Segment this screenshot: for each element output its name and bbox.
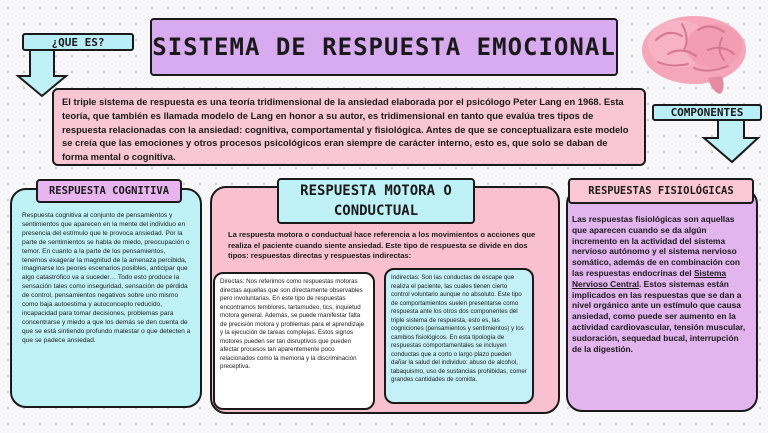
directas-box xyxy=(213,272,375,410)
que-es-tag: ¿QUE ES? xyxy=(22,33,134,51)
motora-heading: RESPUESTA MOTORA O CONDUCTUAL xyxy=(277,178,475,224)
cognitiva-heading: RESPUESTA COGNITIVA xyxy=(36,179,182,203)
intro-text: El triple sistema de respuesta es una teoría tridimensional de la ansiedad elaborada por el psicólogo Peter Lang en 1968. Esta teoría, que también es llamada modelo de Lang en honor a su autor, es tridimensional en tanto que evalúa tres tipos de respuesta relacionadas con la ansiedad: cognitiva, comportamental y fisiológica. Antes de que se conceptualizara este modelo se creía que las emociones y otros procesos psicológicos eran siempre de carácter interno, esto es, que solo se daban de forma mental o cognitiva. xyxy=(62,96,629,163)
intro-box xyxy=(52,88,646,166)
indirectas-box xyxy=(384,268,534,404)
sistema-nervioso-central-link[interactable]: Sistema Nervioso Central xyxy=(572,267,727,289)
directas-text: Directas: Nos referimos como respuestas motoras directas aquellas que son directamente observables pero involuntarias. En este tipo de respuestas encontramos temblores, tartamudeo, tics, inquietud motora general. Además, se puede manifestar falta de precisión motora y problemas para el aprendizaje y la ejecución de tareas complejas. Estos signos motores pueden ser tan disruptivos que pueden afectar procesos tan aparentemente poco relacionados como la memoria y la discriminación preceptiva. xyxy=(220,278,365,370)
cognitiva-text: Respuesta cognitiva al conjunto de pensamientos y sentimientos que aparecen en la mente del individuo en presencia del estímulo que le provoca ansiedad. Por la parte de sentimientos se habla de miedo, preocupación o temor. En cuanto a la parte de los pensamientos, tenemos exagerar la magnitud de la amenaza percibida, imaginarse los peores escenarios posibles, anticipar que algo catastrófico va a suceder… Todo esto produce la sensación tales como inseguridad, sensación de pérdida de control, pensamientos negativos sobre uno mismo como baja autoestima y autoconcepto reducido, incapacidad para tomar decisiones, problemas para concentrarse y miedo a que los demás se den cuenta de que se está sintiendo profundo malestar o que detecten a que se padece ansiedad. xyxy=(22,212,191,344)
motora-text: La respuesta motora o conductual hace referencia a los movimientos o acciones que realiza el paciente cuando siente ansiedad. Este tipo de respuesta se divide en dos tipos: respuestas directas y respuestas indirectas: xyxy=(228,230,536,261)
fisiologicas-heading: RESPUESTAS FISIOLÓGICAS xyxy=(568,178,754,204)
brain-illustration-icon xyxy=(638,10,750,96)
fisiologicas-text xyxy=(572,214,748,354)
fisiologicas-text-after: . Estos sistemas están implicados en las respuestas que se dan a nivel orgánico ante un estímulo que causa ansiedad, como puede ser aumento en la actividad cardiovascular, tensión muscular, sudoración, sequedad bucal, interrupción de la digestión. xyxy=(572,278,746,354)
indirectas-text: Indirectas: Son las conductas de escape que realiza el paciente, las cuales tienen cierto control voluntario aunque no absoluto. Este tipo de comportamientos suelen presentarse como respuesta ante los otros dos componentes del triple sistema de respuesta, esto es, las cogniciones (pensamientos y sentimientos) y los cambios fisiológicos. En esta tipología de respuestas comportamentales se incluyen conductas que a corto o largo plazo pueden dañar la salud del individuo: abuso de alcohol, tabaquismo, uso de sustancias prohibidas, comer grandes cantidades de comida. xyxy=(391,274,527,383)
fisiologicas-text-before: Las respuestas fisiológicas son aquellas que aparecen cuando se da algún incremento en la actividad del sistema nervioso autónomo y el sistema nervioso somático, además de en combinación con las respuestas endocrinas del xyxy=(572,214,741,278)
page-title: SISTEMA DE RESPUESTA EMOCIONAL xyxy=(150,18,618,76)
componentes-tag: COMPONENTES xyxy=(652,104,762,121)
